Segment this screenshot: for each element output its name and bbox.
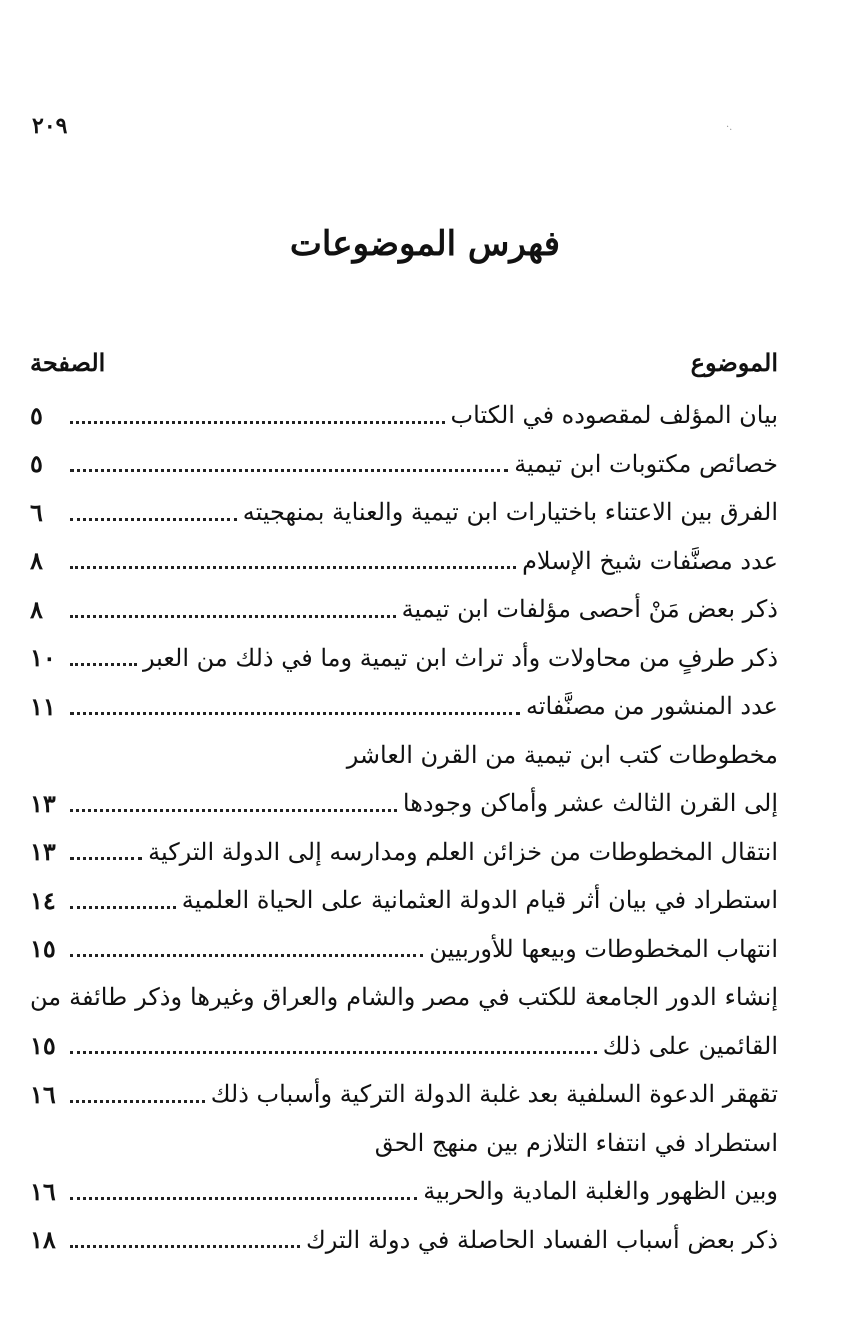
toc-entry (30, 440, 778, 489)
toc-entry-page: ١٠ (30, 643, 56, 673)
toc-entry (30, 779, 778, 828)
toc-entry (30, 1216, 778, 1265)
toc-entry-page: ١٦ (30, 1176, 56, 1206)
dot-leader (70, 706, 520, 715)
toc-entry-page: ٥ (30, 400, 43, 430)
toc-entry-title: إلى القرن الثالث عشر وأماكن وجودها (402, 789, 778, 818)
toc-entry-page: ١٣ (30, 788, 56, 818)
dot-leader (70, 803, 397, 812)
toc-entry (30, 634, 778, 683)
page-title: فهرس الموضوعات (289, 224, 561, 264)
toc-entry-title: انتهاب المخطوطات وبيعها للأوربيين (429, 934, 778, 963)
toc-entry (30, 682, 778, 731)
dot-leader (70, 463, 508, 472)
dot-leader (70, 1094, 205, 1103)
toc-entry (30, 391, 778, 440)
toc-entry (30, 1070, 778, 1119)
toc-entry-title: عدد المنشور من مصنَّفاته (525, 692, 778, 721)
toc-entry-continued (30, 973, 778, 1022)
toc-entry-title: انتقال المخطوطات من خزائن العلم ومدارسه إلى الدولة التركية (148, 837, 778, 866)
toc-entry (30, 828, 778, 877)
toc-entry-title: مخطوطات كتب ابن تيمية من القرن العاشر (346, 740, 778, 769)
toc-entry-title: بيان المؤلف لمقصوده في الكتاب (450, 401, 778, 430)
dot-leader (70, 657, 137, 666)
toc-entry-page: ٨ (30, 594, 43, 624)
toc-entry-title: عدد مصنَّفات شيخ الإسلام (522, 546, 778, 575)
page-number: ٢٠٩ (32, 113, 68, 139)
toc-entry (30, 1022, 778, 1071)
toc-entry-title: الفرق بين الاعتناء باختيارات ابن تيمية والعناية بمنهجيته (242, 498, 778, 527)
toc-entry-title: ذكر طرفٍ من محاولات وأد تراث ابن تيمية وما في ذلك من العبر (142, 643, 778, 672)
toc-entry-continued (30, 1119, 778, 1168)
toc-entry-title: ذكر بعض مَنْ أحصى مؤلفات ابن تيمية (401, 595, 778, 624)
dot-leader (70, 1239, 300, 1248)
dot-leader (70, 512, 237, 521)
topic-column-heading: الموضوع (690, 348, 778, 377)
dot-leader (70, 415, 445, 424)
page-column-heading: الصفحة (30, 348, 106, 377)
toc-list (30, 391, 778, 1264)
scan-speck: ·. (726, 122, 733, 133)
dot-leader (70, 560, 516, 569)
dot-leader (70, 1191, 417, 1200)
toc-entry-title: تقهقر الدعوة السلفية بعد غلبة الدولة التركية وأسباب ذلك (210, 1080, 778, 1109)
dot-leader (70, 1045, 597, 1054)
toc-entry-page: ١٣ (30, 837, 56, 867)
toc-entry-title: ذكر بعض أسباب الفساد الحاصلة في دولة الترك (305, 1225, 778, 1254)
toc-entry-title: خصائص مكتوبات ابن تيمية (514, 449, 778, 478)
toc-entry (30, 876, 778, 925)
toc-entry-page: ١٥ (30, 934, 56, 964)
toc-entry (30, 925, 778, 974)
toc-entry (30, 585, 778, 634)
toc-entry (30, 1167, 778, 1216)
toc-entry-page: ١٥ (30, 1031, 56, 1061)
toc-entry-page: ١٤ (30, 885, 56, 915)
dot-leader (70, 900, 176, 909)
toc-entry-page: ١١ (30, 691, 56, 721)
dot-leader (70, 948, 423, 957)
toc-entry-page: ٥ (30, 449, 43, 479)
toc-entry-continued (30, 731, 778, 780)
toc-entry (30, 537, 778, 586)
toc-entry (30, 488, 778, 537)
toc-entry-title: استطراد في بيان أثر قيام الدولة العثمانية على الحياة العلمية (181, 886, 778, 915)
toc-entry-page: ١٨ (30, 1225, 56, 1255)
toc-entry-title: استطراد في انتفاء التلازم بين منهج الحق (374, 1128, 778, 1157)
toc-entry-title: إنشاء الدور الجامعة للكتب في مصر والشام والعراق وغيرها وذكر طائفة من (30, 983, 778, 1012)
dot-leader (70, 851, 142, 860)
dot-leader (70, 609, 396, 618)
toc-entry-page: ١٦ (30, 1079, 56, 1109)
toc-entry-title: وبين الظهور والغلبة المادية والحربية (423, 1177, 778, 1206)
toc-entry-title: القائمين على ذلك (602, 1031, 778, 1060)
toc-entry-page: ٨ (30, 546, 43, 576)
toc-entry-page: ٦ (30, 497, 43, 527)
toc-header (30, 348, 778, 388)
